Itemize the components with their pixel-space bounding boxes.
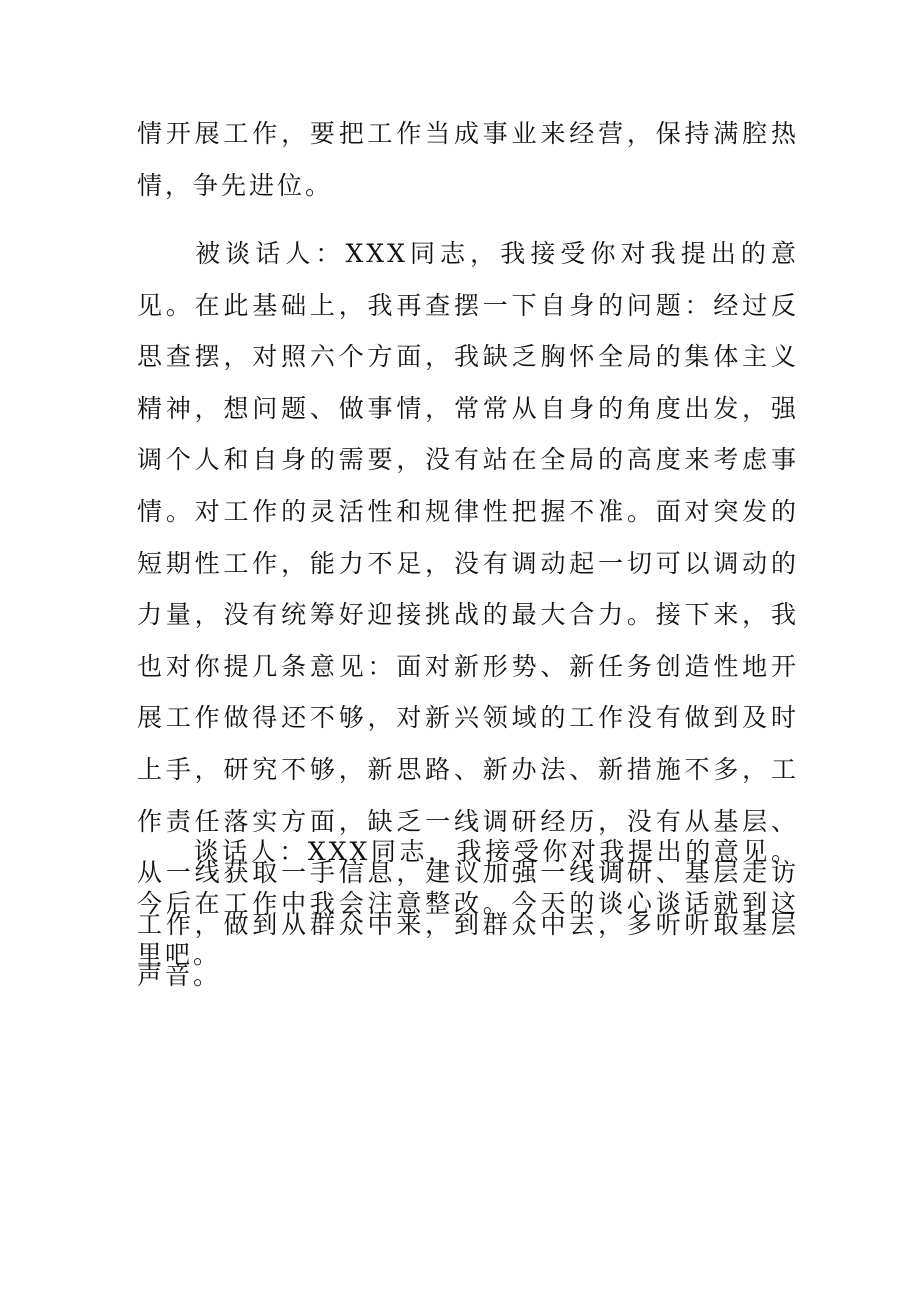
paragraph-interviewer-closing (137, 826, 799, 981)
paragraph-interviewee-text: 被谈话人：XXX同志，我接受你对我提出的意见。在此基础上，我再查摆一下自身的问题：经过反思查摆，对照六个方面，我缺乏胸怀全局的集体主义精神，想问题、做事情，常常从自身的角度出发，强调个人和自身的需要，没有站在全局的高度来考虑事情。对工作的灵活性和规律性把握不准。面对突发的短期性工作，能力不足，没有调动起一切可以调动的力量，没有统筹好迎接挑战的最大合力。接下来，我也对你提几条意见：面对新形势、新任务创造性地开展工作做得还不够，对新兴领域的工作没有做到及时上手，研究不够，新思路、新办法、新措施不多，工作责任落实方面，缺乏一线调研经历，没有从基层、从一线获取一手信息，建议加强一线调研、基层走访工作，做到从群众中来，到群众中去，多听听取基层声音。 (137, 239, 799, 991)
paragraph-continuation: 情开展工作，要把工作当成事业来经营，保持满腔热情，争先进位。 (137, 119, 799, 200)
paragraph-interviewer-text: 谈话人：XXX同志，我接受你对我提出的意见。今后在工作中我会注意整改。今天的谈心谈话就到这里吧。 (137, 837, 799, 970)
